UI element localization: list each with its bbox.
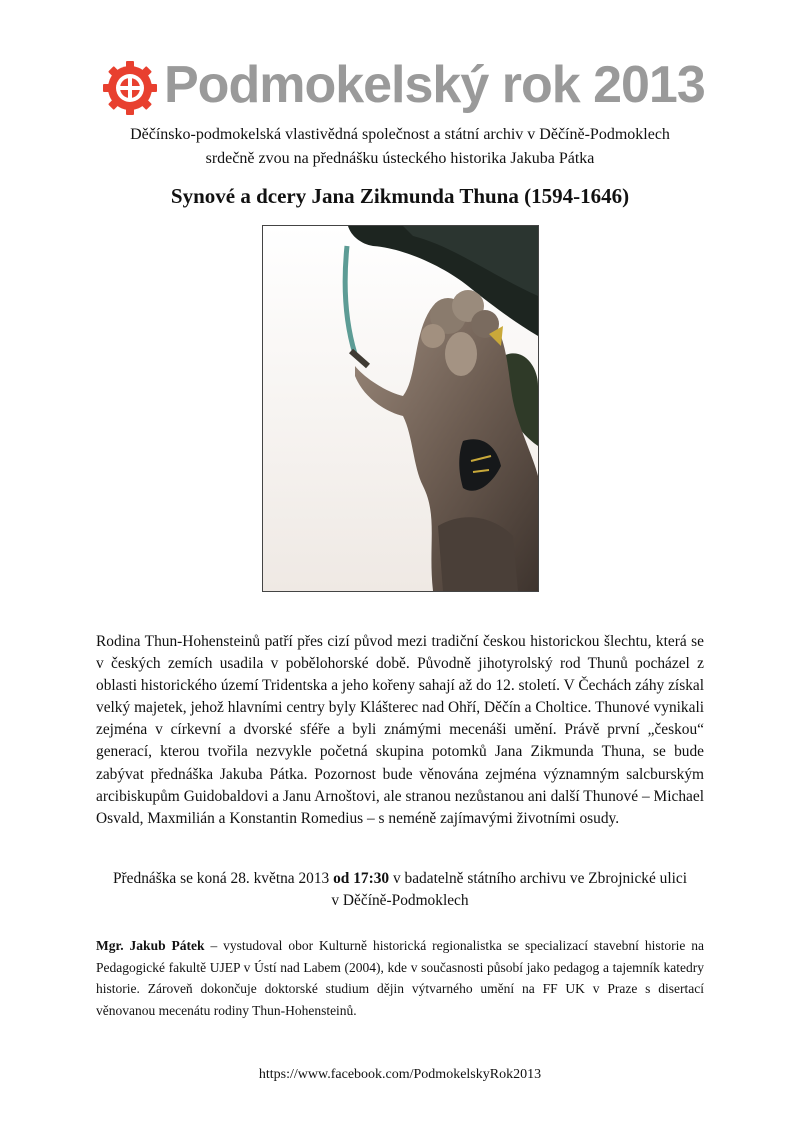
main-paragraph [96,631,704,830]
statue-photo-image [263,226,538,591]
event-date-suffix: v badatelně státního archivu ve Zbrojnické ulici [389,870,688,887]
event-line-1 [0,868,800,890]
facebook-link[interactable]: https://www.facebook.com/PodmokelskyRok2013 [258,1067,542,1082]
speaker-name: Mgr. Jakub Pátek [96,938,205,953]
gear-logo-icon [102,60,158,116]
logo-text: Podmokelský rok 2013 [164,56,705,114]
event-line-2: v Děčíně-Podmoklech [331,892,469,909]
speaker-bio [96,935,704,1021]
lecture-title: Synové a dcery Jana Zikmunda Thuna (1594-1646) [170,184,630,208]
statue-photo [262,225,539,592]
speaker-bio-body: – vystudoval obor Kulturně historická regionalistka se specializací stavební historie na Pedagogické fakultě UJEP v Ústí nad Labem (2004), kde v současnosti působí jako pedagog a tajemník katedry historie. Zároveň dokončuje doktorské studium dějin výtvarného umění na FF UK v Praze s disertací věnovanou mecenátu rodiny Thun-Hohensteinů. [96,938,705,1018]
main-paragraph-text: Rodina Thun-Hohensteinů patří přes cizí původ mezi tradiční českou historickou šlechtu, která se v českých zemích usadila v pobělohorské době. Původně jihotyrolský rod Thunů pocházel z oblasti historického území Tridentska a jeho kořeny sahají až do 12. století. V Čechách záhy získal velký majetek, jehož hlavními centry byly Klášterec nad Ohří, Děčín a Choltice. Thunové vynikali zejména v církevní a dvorské sféře a byli známými mecenáši umění. Právě první „českou“ generací, kterou tvořila nezvykle početná skupina potomků Jana Zikmunda Thuna, se bude zabývat přednáška Jakuba Pátka. Pozornost bude věnována zejména významným salcburským arcibiskupům Guidobaldovi a Janu Arnoštovi, ale stranou nezůstanou ani další Thunové – Michael Osvald, Maxmilián a Konstantin Romedius – s neméně zajímavými životními osudy. [96,633,704,827]
event-details [0,868,800,912]
event-date-prefix: Přednáška se koná 28. května 2013 [112,870,334,887]
event-time: od 17:30 [333,870,390,887]
speaker-bio-text [96,935,704,1021]
intro [0,123,800,171]
intro-line-2: srdečně zvou na přednášku ústeckého historika Jakuba Pátka [205,150,595,167]
intro-line-1: Děčínsko-podmokelská vlastivědná společnost a státní archiv v Děčíně-Podmoklech [130,126,670,143]
logo [0,58,800,120]
